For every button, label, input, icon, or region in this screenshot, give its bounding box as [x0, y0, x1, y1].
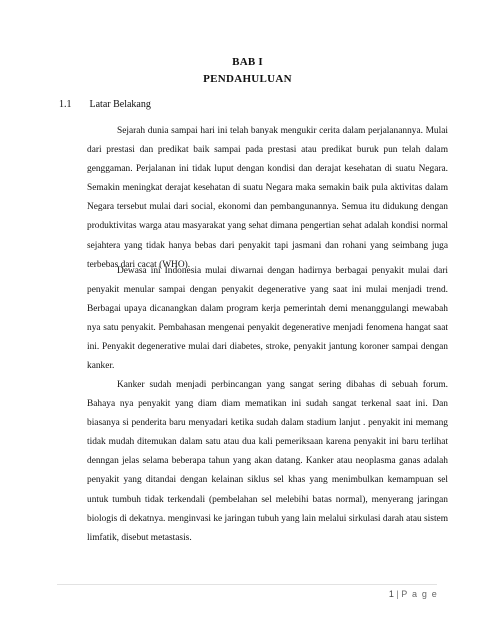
paragraph: Dewasa ini Indonesia mulai diwarnai dengan hadirnya berbagai penyakit mulai dari penyakit menular sampai dengan penyakit degenerative yang saat ini mulai menjadi trend. Berbagai upaya dicanangkan dalam program kerja pemerintah demi menanggulangi mewabah nya satu penyakit. Pembahasan mengenai penyakit degenerative menjadi fenomena hangat saat ini. Penyakit degenerative mulai dari diabetes, stroke, penyakit jantung koroner sampai dengan kanker. [87, 266, 448, 372]
paragraph: Sejarah dunia sampai hari ini telah banyak mengukir cerita dalam perjalanannya. Mulai dari prestasi dan predikat baik sampai pada prestasi atau predikat buruk pun telah dalam genggaman. Perjalanan ini tidak luput dengan kondisi dan derajat kesehatan di suatu Negara. Semakin meningkat derajat kesehatan di suatu Negara maka semakin baik pula aktivitas dalam Negara tersebut mulai dari social, ekonomi dan pembangunannya. Semua itu didukung dengan produktivitas warga atau masyarakat yang sehat dimana pengertian sehat adalah kondisi normal sejahtera yang tidak hanya bebas dari penyakit tapi jasmani dan rohani yang seimbang juga terbebas dari cacat (WHO). [87, 126, 448, 270]
paragraph: Kanker sudah menjadi perbincangan yang sangat sering dibahas di sebuah forum. Bahaya nya penyakit yang diam diam mematikan ini sudah sangat terkenal saat ini. Dan biasanya si penderita baru menyadari ketika sudah dalam stadium lanjut . penyakit ini memang tidak mudah ditemukan dalam satu atau dua kali pemeriksaan karena penyakit ini baru terlihat denngan jelas selama beberapa tahun yang akan datang. Kanker atau neoplasma ganas adalah penyakit yang ditandai dengan kelainan siklus sel khas yang menimbulkan kemampuan sel untuk tumbuh tidak terkendali (pembelahan sel melebihi batas normal), menyerang jaringan biologis di dekatnya. menginvasi ke jaringan tubuh yang lain melalui sirkulasi darah atau sistem limfatik, disebut metastasis. [87, 380, 448, 543]
section-number: 1.1 [59, 99, 72, 110]
section-title: Latar Belakang [89, 99, 151, 110]
page-label: P a g e [401, 589, 438, 599]
chapter-title: PENDAHULUAN [203, 73, 292, 85]
page-footer [389, 589, 438, 599]
footer-divider [57, 584, 437, 585]
chapter-number: BAB I [232, 56, 263, 68]
section-heading [59, 99, 151, 110]
page-number: 1 [388, 589, 394, 599]
footer-separator: | [396, 589, 399, 599]
